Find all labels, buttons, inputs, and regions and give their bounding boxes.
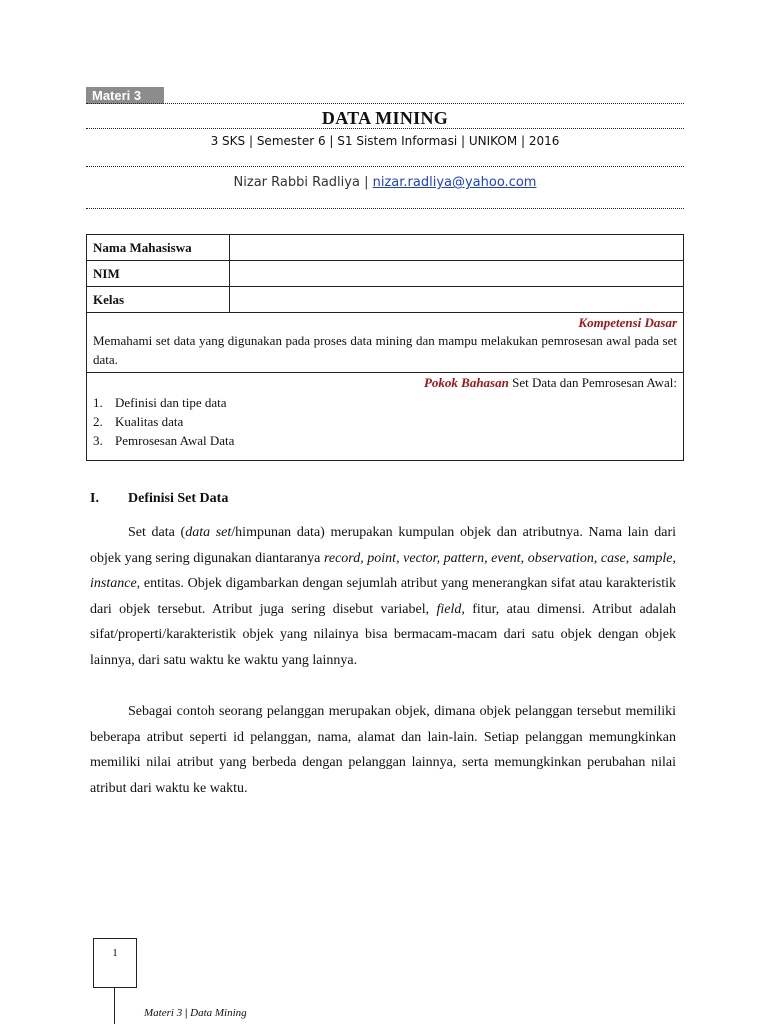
section-heading	[90, 491, 228, 507]
list-item	[93, 412, 677, 431]
footer-materi: Materi 3	[144, 1007, 183, 1019]
list-item	[93, 393, 677, 412]
pokok-bahasan-header	[93, 375, 677, 391]
list-number: 3.	[93, 433, 103, 448]
italic-term: record, point, vector, pattern, event	[323, 550, 521, 566]
text-run: ,	[520, 550, 528, 566]
pokok-bahasan-row	[87, 373, 684, 461]
footer-course: Data Mining	[190, 1007, 247, 1019]
title-divider	[86, 128, 684, 129]
header-divider	[86, 103, 684, 104]
text-run: , entitas. Objek digambarkan dengan sejumlah atribut yang menerangkan sifat atau karakteristik dari objek tersebut. Atribut juga sering disebut variabel,	[90, 576, 676, 617]
kompetensi-cell	[87, 313, 684, 373]
italic-term: instance	[90, 576, 137, 591]
author-divider	[86, 208, 684, 209]
kelas-label: Kelas	[87, 287, 230, 313]
paragraph-1	[90, 520, 676, 673]
topic-list	[93, 393, 677, 450]
kompetensi-row	[87, 313, 684, 373]
nama-mahasiswa-field[interactable]	[230, 235, 684, 261]
text-run: ,	[593, 550, 601, 566]
table-row	[87, 287, 684, 313]
footer-separator: |	[184, 1007, 188, 1019]
list-number: 1.	[93, 395, 103, 410]
author-email-link[interactable]: nizar.radliya@yahoo.com	[372, 175, 537, 190]
nim-field[interactable]	[230, 261, 684, 287]
italic-term: sample	[632, 550, 673, 566]
text-run: ,	[625, 550, 633, 566]
nama-mahasiswa-label: Nama Mahasiswa	[87, 235, 230, 261]
nim-label: NIM	[87, 261, 230, 287]
text-run: , fitur, atau dimensi. Atribut adalah sifat/properti/karakteristik objek yang nilainya bisa bermacam-macam dari satu objek dengan objek lainnya, dari satu waktu ke waktu yang lainnya.	[90, 601, 676, 668]
list-item-text: Kualitas data	[115, 414, 184, 429]
italic-term: field	[436, 601, 462, 617]
list-number: 2.	[93, 414, 103, 429]
kelas-field[interactable]	[230, 287, 684, 313]
kompetensi-text: Memahami set data yang digunakan pada proses data mining dan mampu melakukan pemrosesan awal pada set data.	[93, 333, 677, 367]
text-run: ,	[672, 550, 677, 566]
list-item	[93, 431, 677, 450]
italic-term: observation	[527, 550, 594, 566]
footer-rule	[114, 988, 115, 1024]
italic-term: data set	[185, 525, 232, 540]
section-number: I.	[90, 491, 99, 506]
author-line	[86, 175, 684, 190]
list-item-text: Pemrosesan Awal Data	[115, 433, 235, 448]
text-run: Set data (	[128, 525, 186, 540]
page-number-box: 1	[93, 938, 137, 988]
materi-tab: Materi 3	[86, 87, 164, 104]
list-item-text: Definisi dan tipe data	[115, 395, 227, 410]
table-row	[87, 235, 684, 261]
italic-term: case	[600, 550, 626, 566]
student-info-table	[86, 234, 684, 461]
pokok-bahasan-heading: Pokok Bahasan	[423, 375, 509, 390]
footer-text	[144, 1007, 247, 1019]
section-title: Definisi Set Data	[128, 491, 229, 506]
pokok-bahasan-cell	[87, 373, 684, 461]
table-row	[87, 261, 684, 287]
subtitle-divider	[86, 166, 684, 167]
paragraph-2: Sebagai contoh seorang pelanggan merupakan objek, dimana objek pelanggan tersebut memiliki beberapa atribut seperti id pelanggan, nama, alamat dan lain-lain. Setiap pelanggan memungkinkan memiliki nilai atribut yang berbeda dengan pelanggan lainnya, serta memungkinkan perubahan nilai atribut dari waktu ke waktu.	[90, 704, 676, 796]
pokok-bahasan-topic: Set Data dan Pemrosesan Awal:	[512, 375, 677, 390]
author-name: Nizar Rabbi Radliya |	[233, 175, 369, 190]
document-title: DATA MINING	[321, 108, 449, 128]
course-info: 3 SKS | Semester 6 | S1 Sistem Informasi | UNIKOM | 2016	[210, 134, 560, 148]
text-run: /himpunan data) merupakan kumpulan objek dan atributnya. Nama lain dari objek yang sering digunakan diantaranya	[90, 525, 677, 566]
kompetensi-heading: Kompetensi Dasar	[578, 315, 677, 330]
